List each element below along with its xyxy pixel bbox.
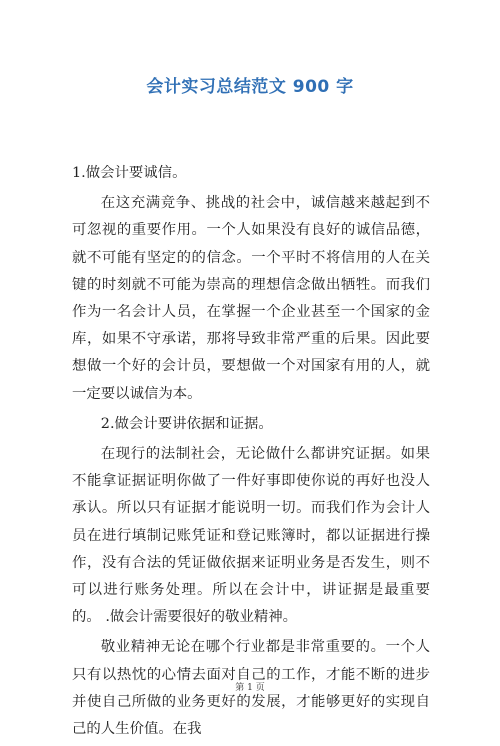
paragraph-3: 敬业精神无论在哪个行业都是非常重要的。一个人只有以热忱的心情去面对自己的工作，才能不断的进步并使自己所做的业务更好的发展，才能够更好的实现自己的人生价值。在我 bbox=[72, 639, 430, 738]
document-body bbox=[72, 160, 430, 746]
page-footer: 第 1 页 bbox=[235, 683, 265, 693]
document-title: 会计实习总结范文 900 字 bbox=[146, 77, 354, 97]
paragraph-1: 在这充满竞争、挑战的社会中，诚信越来越起到不可忽视的重要作用。一个人如果没有良好的诚信品德，就不可能有坚定的的信念。一个平时不将信用的人在关键的时刻就不可能为崇高的理想信念做出牺牲。而我们作为一名会计人员，在掌握一个企业甚至一个国家的金库，如果不守承诺，那将导致非常严重的后果。因此要想做一个好的会计员，要想做一个对国家有用的人，就一定要以诚信为本。 bbox=[72, 195, 430, 402]
section-heading-2: 2.做会计要讲依据和证据。 bbox=[100, 415, 273, 432]
section-heading-1: 1.做会计要诚信。 bbox=[72, 165, 187, 181]
paragraph-2: 在现行的法制社会，无论做什么都讲究证据。如果不能拿证据证明你做了一件好事即使你说的再好也没人承认。所以只有证据才能说明一切。而我们作为会计人员在进行填制记账凭证和登记账簿时，都以证据进行操作，没有合法的凭证做依据来证明业务是否发生，则不可以进行账务处理。所以在会计中，讲证据是最重要的。 .做会计需要很好的敬业精神。 bbox=[72, 446, 430, 626]
